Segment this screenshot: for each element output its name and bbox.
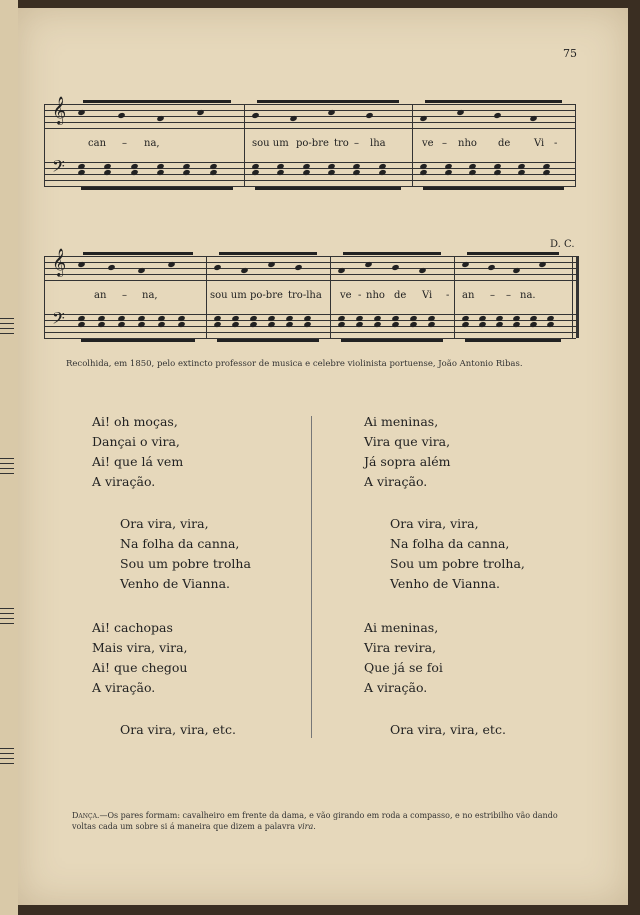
beam xyxy=(467,252,559,255)
stanza xyxy=(364,412,450,492)
verse-line: Sou um pobre trolha xyxy=(120,556,251,571)
verse-line: Venho de Vianna. xyxy=(390,576,501,591)
dance-footnote xyxy=(72,810,582,832)
lyric: - xyxy=(358,290,362,301)
lyric: nho xyxy=(366,290,385,301)
da-capo-marking: D. C. xyxy=(550,239,575,250)
stanza xyxy=(92,618,188,698)
lyric: po-bre xyxy=(296,138,329,149)
verse-line: Ai! oh moças, xyxy=(92,414,178,429)
verse-line: Ai! que lá vem xyxy=(92,454,184,469)
verse-line: Já sopra além xyxy=(364,454,451,469)
verse-line: Ai! que chegou xyxy=(92,660,188,675)
lyric: ve xyxy=(422,138,434,149)
verse-line: Dançai o vira, xyxy=(92,434,180,449)
column-divider xyxy=(311,416,312,738)
bass-clef-icon: 𝄢 xyxy=(52,156,65,180)
lyric: – xyxy=(122,138,127,149)
verse-line: Ai meninas, xyxy=(364,414,439,429)
refrain-etc xyxy=(390,720,506,740)
verse-line: Na folha da canna, xyxy=(120,536,240,551)
lyric: sou um xyxy=(252,138,289,149)
lyric: Vi xyxy=(422,290,433,301)
lyric: - xyxy=(446,290,450,301)
bass-clef-icon: 𝄢 xyxy=(52,308,65,332)
lyric: ve xyxy=(340,290,352,301)
stanza xyxy=(92,412,183,492)
music-system-2 xyxy=(44,239,576,342)
beam xyxy=(81,187,233,190)
verse-line: Sou um pobre trolha, xyxy=(390,556,525,571)
lyric: can xyxy=(88,138,107,149)
lyric: na, xyxy=(142,290,158,301)
verse-line: Ai! cachopas xyxy=(92,620,173,635)
verse-line: Venho de Vianna. xyxy=(120,576,231,591)
verse-line: Vira que vira, xyxy=(364,434,451,449)
lyric: de xyxy=(498,138,511,149)
footnote-label: Dança. xyxy=(72,811,100,820)
refrain xyxy=(120,514,251,594)
beam xyxy=(83,100,231,103)
stanza xyxy=(364,618,443,698)
treble-clef-icon: 𝄞 xyxy=(52,96,67,124)
lyric: – xyxy=(122,290,127,301)
verse-line: Na folha da canna, xyxy=(390,536,510,551)
beam xyxy=(343,252,441,255)
verse-line: A viração. xyxy=(364,680,428,695)
beam xyxy=(81,339,195,342)
beam xyxy=(255,187,401,190)
treble-staff xyxy=(44,256,576,280)
lyric: lha xyxy=(370,138,386,149)
refrain-etc xyxy=(120,720,236,740)
lyric: – xyxy=(490,290,495,301)
lyric: – xyxy=(354,138,359,149)
lyric: an xyxy=(94,290,107,301)
verse-line: Que já se foi xyxy=(364,660,443,675)
verse-line: A viração. xyxy=(364,474,428,489)
verse-line: Ora vira, vira, etc. xyxy=(120,722,236,737)
beam xyxy=(465,339,561,342)
lyric: – xyxy=(506,290,511,301)
verse-line: Ora vira, vira, xyxy=(390,516,479,531)
music-system-1 xyxy=(44,96,576,190)
beam xyxy=(217,339,319,342)
lyric: sou um xyxy=(210,290,247,301)
beam xyxy=(219,252,317,255)
beam xyxy=(83,252,193,255)
footnote-emphasis: vira. xyxy=(297,822,316,831)
verse-line: Ora vira, vira, xyxy=(120,516,209,531)
beam xyxy=(423,187,564,190)
verse-line: A viração. xyxy=(92,474,156,489)
lyric: na, xyxy=(144,138,160,149)
beam xyxy=(341,339,443,342)
lyric: Vi xyxy=(534,138,545,149)
footnote-text: —Os pares formam: cavalheiro em frente da dama, e vão girando em roda a compasso, e no estribilho vão dando voltas cada um sobre si á maneira que dizem a palavra xyxy=(72,811,558,831)
verse-line: Ai meninas, xyxy=(364,620,439,635)
verse-line: A viração. xyxy=(92,680,156,695)
lyric: tro-lha xyxy=(288,290,322,301)
treble-clef-icon: 𝄞 xyxy=(52,248,67,276)
verse-line: Ora vira, vira, etc. xyxy=(390,722,506,737)
beam xyxy=(257,100,399,103)
lyric: – xyxy=(442,138,447,149)
lyric: nho xyxy=(458,138,477,149)
beam xyxy=(425,100,562,103)
lyric: po-bre xyxy=(250,290,283,301)
lyric: na. xyxy=(520,290,536,301)
adjacent-page-edge xyxy=(0,0,18,915)
lyric: tro xyxy=(334,138,349,149)
lyric: an xyxy=(462,290,475,301)
refrain xyxy=(390,514,525,594)
lyric: de xyxy=(394,290,407,301)
verse-line: Vira revira, xyxy=(364,640,437,655)
verse-line: Mais vira, vira, xyxy=(92,640,188,655)
music-caption: Recolhida, em 1850, pelo extincto professor de musica e celebre violinista portuense, João Antonio Ribas. xyxy=(66,359,523,369)
lyric: - xyxy=(554,138,558,149)
page-number: 75 xyxy=(563,47,577,60)
